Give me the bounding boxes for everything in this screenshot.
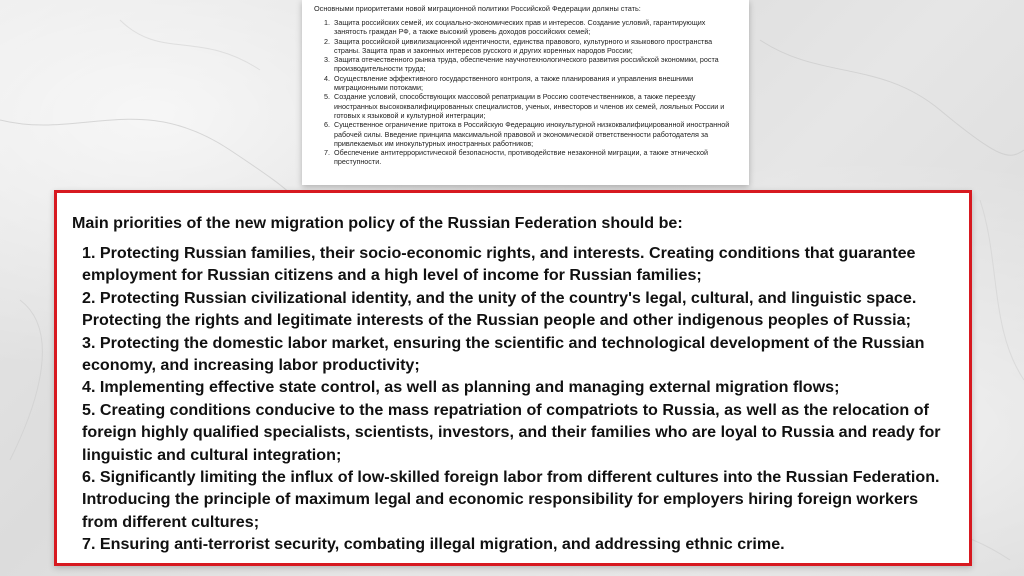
source-list-item (324, 37, 739, 56)
source-item-number: 7. (324, 148, 330, 158)
translation-item-3: 3. Protecting the domestic labor market, ensuring the scientific and technological development of the Russian economy, and increasing labor productivity; (82, 333, 925, 375)
source-item-text: Создание условий, способствующих массовой репатриации в Россию соотечественников, а также переезду иностранных высококвалифицированных специалистов, ученых, инвесторов и членов их семей, лояльных России и готовых к языковой и культурной интеграции; (334, 92, 725, 120)
source-item-text: Защита российской цивилизационной идентичности, единства правового, культурного и языкового пространства страны. Защита прав и законных интересов русского и других коренных народов России; (334, 36, 713, 55)
source-item-text: Осуществление эффективного государственного контроля, а также планирования и управления внешними миграционными потоками; (334, 73, 694, 93)
source-list-item (324, 55, 739, 74)
source-item-text: Обеспечение антитеррористической безопасности, противодействие незаконной миграции, а также этнической преступности. (334, 148, 709, 167)
source-list-item (324, 92, 739, 120)
source-list (314, 18, 739, 167)
source-item-text: Существенное ограничение притока в Российскую Федерацию инокультурной низкоквалифицированной иностранной рабочей силы. Введение принципа максимальной правовой и экономической ответственности работодателя за привлекаемых им инокультурных иностранных работников; (334, 120, 730, 148)
translation-item-7: 7. Ensuring anti-terrorist security, combating illegal migration, and addressing ethnic crime. (82, 535, 785, 554)
english-translation-box (54, 190, 972, 566)
translation-item-6: 6. Significantly limiting the influx of low-skilled foreign labor from different cultures into the Russian Federation. Introducing the principle of maximum legal and economic responsibility for employers hiring foreign workers from different cultures; (82, 468, 940, 531)
translation-item-1: 1. Protecting Russian families, their socio-economic rights, and interests. Creating conditions that guarantee employment for Russian citizens and a high level of income for Russian families; (82, 244, 916, 285)
source-list-item (324, 148, 739, 167)
source-item-text: Защита отечественного рынка труда, обеспечение научнотехнологического развития российской экономики, роста производительности труда; (334, 55, 719, 74)
translation-heading: Main priorities of the new migration policy of the Russian Federation should be: (72, 214, 683, 232)
translation-item-5: 5. Creating conditions conducive to the mass repatriation of compatriots to Russia, as well as the relocation of foreign highly qualified specialists, scientists, investors, and their families who are loyal to Russia and ready for linguistic and cultural integration; (82, 400, 941, 464)
source-list-item (324, 18, 739, 37)
translation-list (72, 242, 955, 556)
translation-item-2: 2. Protecting Russian civilizational identity, and the unity of the country's legal, cultural, and linguistic space. Protecting the rights and legitimate interests of the Russian people and other indigenous peoples of Russia; (82, 288, 917, 330)
source-item-number: 4. (324, 73, 330, 83)
source-heading: Основными приоритетами новой миграционной политики Российской Федерации должны стать: (314, 4, 641, 13)
translation-item-4: 4. Implementing effective state control, as well as planning and managing external migration flows; (82, 378, 840, 397)
source-item-number: 2. (324, 36, 330, 46)
source-item-number: 1. (324, 18, 330, 27)
source-item-text: Защита российских семей, их социально-экономических прав и интересов. Создание условий, гарантирующих занятость граждан РФ, а также высокий уровень доходов российских семей; (334, 18, 706, 37)
source-item-number: 3. (324, 55, 330, 65)
source-item-number: 6. (324, 120, 330, 130)
source-list-item (324, 74, 739, 93)
source-item-number: 5. (324, 92, 330, 102)
source-list-item (324, 120, 739, 148)
russian-source-document (302, 0, 749, 185)
